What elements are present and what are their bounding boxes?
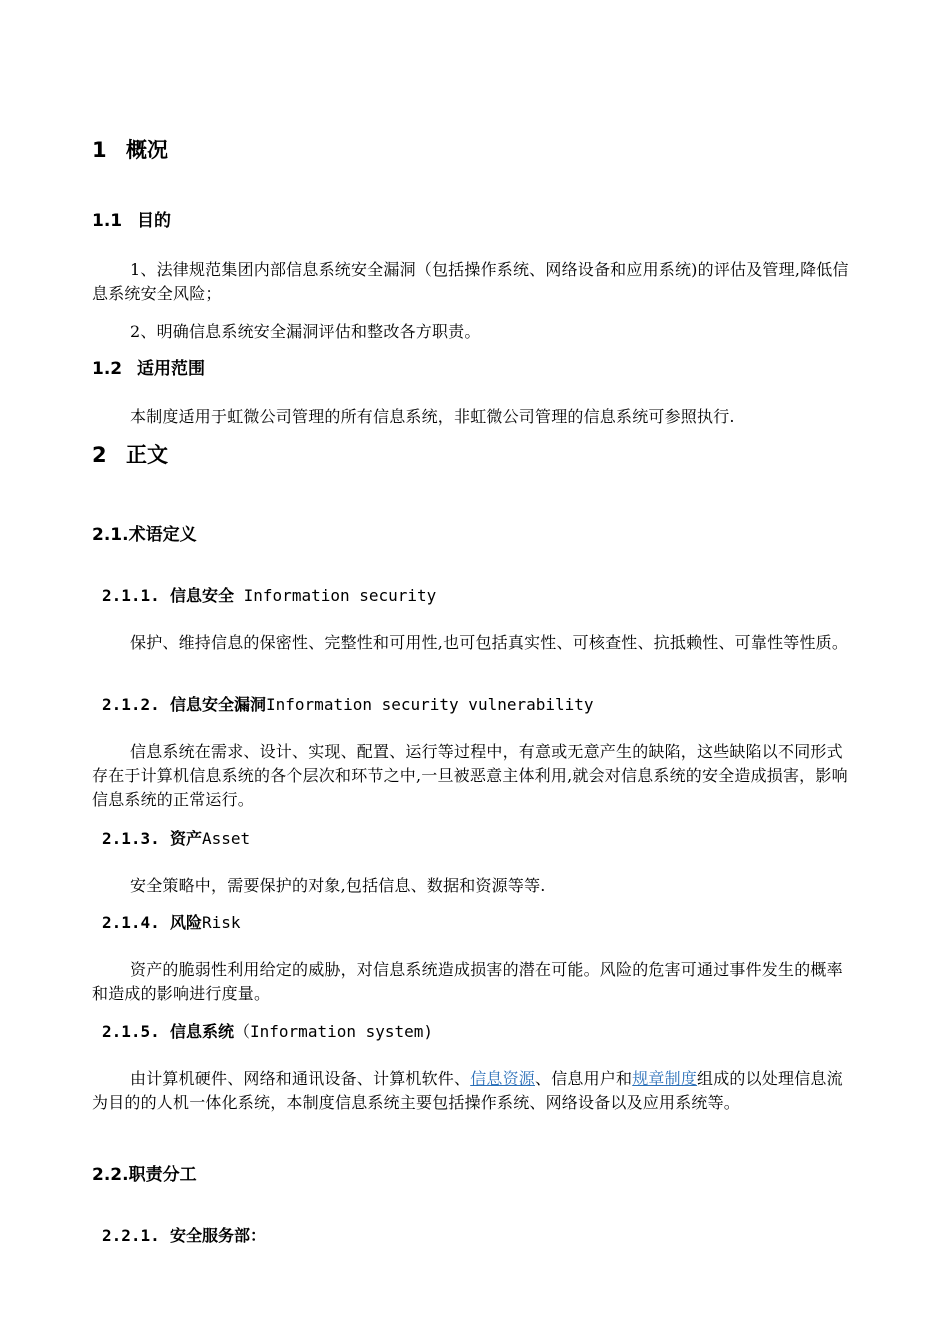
paragraph-def-info-security: 保护、维持信息的保密性、完整性和可用性,也可包括真实性、可核查性、抗抵赖性、可靠性等性质。: [130, 633, 849, 652]
paragraph-def-info-system: [92, 1067, 858, 1115]
heading-2: [92, 441, 858, 469]
heading-title: 概况: [126, 138, 168, 162]
heading-title: 职责分工: [128, 1165, 197, 1185]
heading-title: 适用范围: [137, 359, 205, 379]
heading-number: 2.2.: [92, 1165, 129, 1185]
heading-title: 风险: [170, 913, 203, 932]
paragraph-purpose-2: 2、明确信息系统安全漏洞评估和整改各方职责。: [130, 322, 481, 341]
heading-2-2: [92, 1163, 858, 1187]
heading-number: 2.1.5.: [102, 1022, 160, 1041]
heading-number: 1.2: [92, 359, 123, 379]
heading-title: 术语定义: [128, 525, 197, 545]
heading-2-1-1: [102, 585, 868, 607]
link-info-resource[interactable]: 信息资源: [470, 1069, 536, 1088]
heading-2-1: [92, 523, 858, 547]
heading-title-en: Information security vulnerability: [266, 695, 594, 714]
heading-2-1-2: [102, 694, 868, 716]
heading-title: 信息安全: [170, 586, 235, 605]
heading-number: 2.1.4.: [102, 913, 160, 932]
heading-number: 1: [92, 138, 107, 162]
heading-title: 信息系统: [170, 1022, 235, 1041]
text-run: 、信息用户和: [535, 1069, 633, 1088]
heading-title: 目的: [137, 211, 171, 231]
heading-number: 1.1: [92, 211, 123, 231]
link-regulations[interactable]: 规章制度: [632, 1069, 698, 1088]
heading-number: 2.2.1.: [102, 1226, 160, 1245]
heading-number: 2.1.2.: [102, 695, 160, 714]
heading-2-1-3: [102, 828, 868, 850]
heading-number: 2.1.1.: [102, 586, 160, 605]
heading-2-1-4: [102, 912, 868, 934]
heading-2-1-5: [102, 1021, 868, 1043]
heading-title: 正文: [126, 443, 168, 467]
heading-1-2: [92, 357, 858, 381]
heading-title: 资产: [170, 829, 203, 848]
heading-title-en: （Information system): [234, 1022, 434, 1041]
heading-1: [92, 136, 858, 164]
paragraph-def-asset: 安全策略中，需要保护的对象,包括信息、数据和资源等等.: [130, 876, 546, 895]
heading-title-en: Information security: [234, 586, 437, 605]
heading-title: 信息安全漏洞: [170, 695, 267, 714]
heading-title-en: Asset: [202, 829, 251, 848]
text-run: 组成的以处理信息流为目的的人机一体化系统，本制度信息系统主要包括操作系统、网络设备以及应用系统等。: [92, 1069, 843, 1112]
heading-number: 2.1.: [92, 525, 129, 545]
text-run: 由计算机硬件、网络和通讯设备、计算机软件、: [130, 1069, 471, 1088]
heading-2-2-1: [102, 1225, 868, 1247]
heading-1-1: [92, 209, 858, 233]
heading-number: 2.1.3.: [102, 829, 160, 848]
paragraph-def-vulnerability: 信息系统在需求、设计、实现、配置、运行等过程中，有意或无意产生的缺陷，这些缺陷以不同形式存在于计算机信息系统的各个层次和环节之中,一旦被恶意主体利用,就会对信息系统的安全造成损害，影响信息系统的正常运行。: [92, 742, 848, 809]
paragraph-scope: 本制度适用于虹微公司管理的所有信息系统，非虹微公司管理的信息系统可参照执行.: [130, 407, 735, 426]
paragraph-def-risk: 资产的脆弱性利用给定的威胁，对信息系统造成损害的潜在可能。风险的危害可通过事件发生的概率和造成的影响进行度量。: [92, 960, 843, 1003]
heading-number: 2: [92, 443, 107, 467]
paragraph-purpose-1: 1、法律规范集团内部信息系统安全漏洞（包括操作系统、网络设备和应用系统)的评估及管理,降低信息系统安全风险；: [92, 260, 849, 303]
heading-title: 安全服务部：: [170, 1226, 267, 1245]
heading-title-en: Risk: [202, 913, 241, 932]
